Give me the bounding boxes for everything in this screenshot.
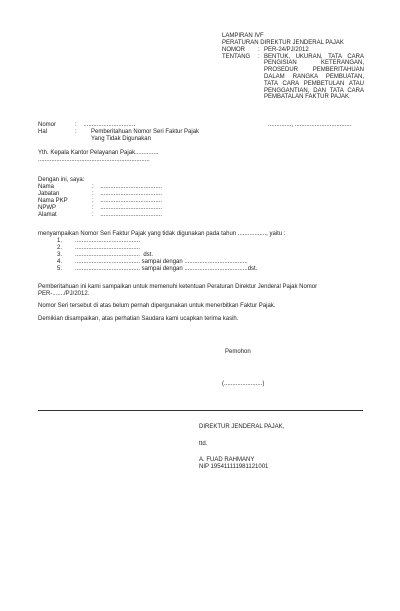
date-line: .............., ..................................	[268, 122, 352, 128]
nomor-value: : ...............................	[75, 122, 136, 128]
identity-value-npwp: : .....................................	[92, 205, 163, 211]
paragraph-1-line1: Pemberitahuan ini kami sampaikan untuk memenuhi ketentuan Peraturan Direktur Jenderal Pajak Nomor	[38, 284, 318, 290]
addressee-line1: Yth. Kepala Kantor Pelayanan Pajak..............	[38, 150, 159, 156]
list-item-text: ....................................... dst.	[75, 252, 154, 258]
paragraph-2: Nomor Seri tersebut di atas belum pernah dipergunakan untuk menerbitkan Faktur Pajak.	[38, 303, 276, 309]
regulation-title: PERATURAN DIREKTUR JENDERAL PAJAK	[222, 40, 344, 46]
list-item-number: 2.	[57, 245, 63, 251]
identity-value-nama: : .....................................	[92, 184, 163, 190]
list-item-number: 1.	[57, 238, 63, 244]
director-ttd: ttd.	[199, 441, 208, 447]
nomor-label: Nomor	[38, 122, 57, 128]
hal-label: Hal	[38, 129, 48, 135]
identity-label-jabatan: Jabatan	[38, 191, 60, 197]
list-item-text: ....................................... sampai dengan ......................................	[75, 259, 248, 265]
list-item-text: .......................................	[75, 238, 141, 244]
regulation-number-value: PER-24/PJ/2012	[264, 46, 309, 53]
identity-label-nama-pkp: Nama PKP	[38, 198, 68, 204]
hal-colon: :	[75, 129, 77, 135]
statement-text: menyampaikan Nomor Seri Faktur Pajak yang tidak digunakan pada tahun ................., yaitu :	[38, 231, 286, 237]
identity-label-nama: Nama	[38, 184, 55, 190]
identity-value-nama-pkp: : .....................................	[92, 198, 163, 204]
addressee-line2: ...................................................................	[38, 157, 150, 163]
intro-text: Dengan ini, saya:	[38, 177, 85, 183]
attachment-reference	[222, 40, 364, 101]
list-item-number: 5.	[57, 266, 63, 272]
list-item-number: 3.	[57, 252, 63, 258]
regulation-subject-value: BENTUK, UKURAN, TATA CARA PENGISIAN KETERANGAN, PROSEDUR PEMBERITAHUAN DALAM RANGKA PEMBUATAN, TATA CARA PEMBETULAN ATAU PENGGANTIAN, DAN TATA CARA PEMBATALAN FAKTUR PAJAK	[264, 53, 364, 101]
paragraph-1-line2: PER-......./PJ/2012.	[38, 291, 90, 297]
hal-value-line2: Yang Tidak Digunakan	[91, 136, 151, 142]
list-item-text: .......................................	[75, 245, 141, 251]
attachment-title: LAMPIRAN IVF	[222, 33, 264, 39]
list-item-number: 4.	[57, 259, 63, 265]
signature-placeholder: (.......................)	[222, 381, 265, 387]
pemohon-label: Pemohon	[225, 349, 251, 355]
divider-line	[38, 410, 363, 411]
list-item-text: ....................................... sampai dengan ......................................dst.	[75, 266, 258, 272]
regulation-number-row: NOMOR : PER-24/PJ/2012	[222, 47, 364, 54]
identity-label-alamat: Alamat	[38, 212, 57, 218]
director-title: DIREKTUR JENDERAL PAJAK,	[199, 424, 285, 430]
director-nip: NIP 195411111981121001	[199, 464, 269, 470]
regulation-subject-row: TENTANG : BENTUK, UKURAN, TATA CARA PENGISIAN KETERANGAN, PROSEDUR PEMBERITAHUAN DALAM RANGKA PEMBUATAN, TATA CARA PEMBETULAN ATAU PENGGANTIAN, DAN TATA CARA PEMBATALAN FAKTUR PAJAK	[222, 53, 364, 101]
identity-value-jabatan: : .....................................	[92, 191, 163, 197]
regulation-subject-label: TENTANG	[222, 53, 251, 60]
paragraph-3: Demikian disampaikan, atas perhatian Saudara kami ucapkan terima kasih.	[38, 316, 239, 322]
regulation-number-label: NOMOR	[222, 46, 245, 53]
identity-label-npwp: NPWP	[38, 205, 56, 211]
identity-value-alamat: : .....................................	[92, 212, 163, 218]
hal-value-line1: Pemberitahuan Nomor Seri Faktur Pajak	[91, 129, 200, 135]
regulation-name	[222, 40, 364, 47]
director-name: A. FUAD RAHMANY	[199, 457, 255, 463]
